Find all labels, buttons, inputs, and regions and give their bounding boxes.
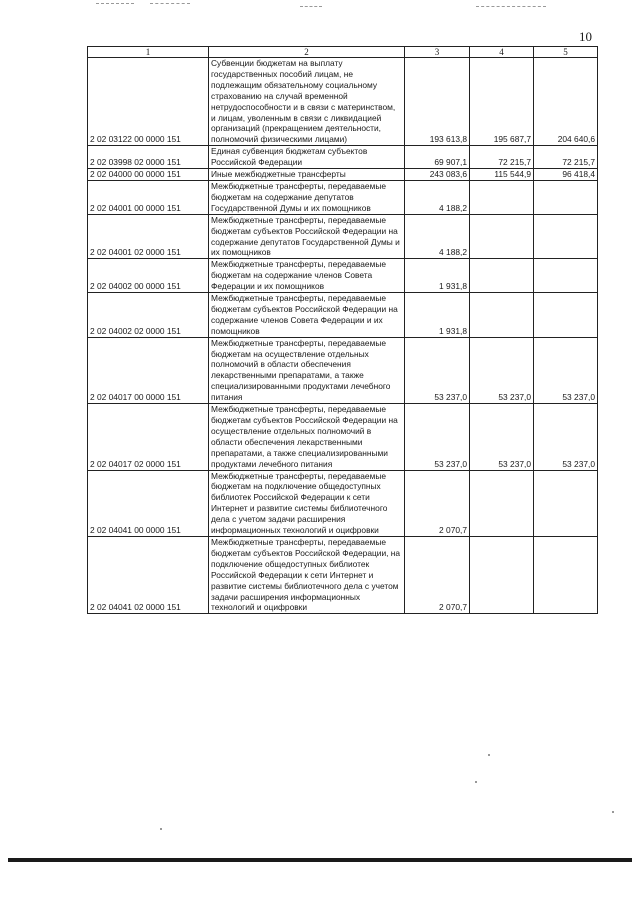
amount-col5: 72 215,7 bbox=[534, 146, 598, 169]
scan-mark bbox=[150, 3, 190, 4]
amount-col5 bbox=[534, 259, 598, 293]
page-number: 10 bbox=[579, 29, 592, 44]
table-row bbox=[88, 293, 598, 338]
amount-col5: 96 418,4 bbox=[534, 169, 598, 181]
amount-col3: 53 237,0 bbox=[405, 404, 470, 470]
scan-mark bbox=[300, 6, 322, 7]
budget-code: 2 02 04017 00 0000 151 bbox=[88, 337, 209, 403]
scan-speck bbox=[612, 811, 614, 813]
table-row bbox=[88, 259, 598, 293]
amount-col4: 53 237,0 bbox=[470, 404, 534, 470]
amount-col3: 69 907,1 bbox=[405, 146, 470, 169]
scan-speck bbox=[160, 828, 162, 830]
column-header: 3 bbox=[405, 47, 470, 58]
amount-col3: 1 931,8 bbox=[405, 259, 470, 293]
table-row bbox=[88, 169, 598, 181]
item-name: Межбюджетные трансферты, передаваемые бюджетам на содержание членов Совета Федерации и их помощников bbox=[209, 259, 405, 293]
table-row bbox=[88, 337, 598, 403]
budget-code: 2 02 04002 02 0000 151 bbox=[88, 293, 209, 338]
table-header-row bbox=[88, 47, 598, 58]
table-row bbox=[88, 58, 598, 146]
table-row bbox=[88, 146, 598, 169]
amount-col5 bbox=[534, 536, 598, 613]
table-row bbox=[88, 536, 598, 613]
amount-col5 bbox=[534, 180, 598, 214]
item-name: Межбюджетные трансферты, передаваемые бюджетам на содержание депутатов Государственной Думы и их помощников bbox=[209, 180, 405, 214]
amount-col3: 1 931,8 bbox=[405, 293, 470, 338]
scan-speck bbox=[488, 754, 490, 756]
amount-col4 bbox=[470, 214, 534, 259]
budget-code: 2 02 04001 02 0000 151 bbox=[88, 214, 209, 259]
column-header: 5 bbox=[534, 47, 598, 58]
amount-col3: 4 188,2 bbox=[405, 180, 470, 214]
budget-code: 2 02 04000 00 0000 151 bbox=[88, 169, 209, 181]
amount-col4 bbox=[470, 536, 534, 613]
item-name: Межбюджетные трансферты, передаваемые бюджетам субъектов Российской Федерации на содержание депутатов Государственной Думы и их помощников bbox=[209, 214, 405, 259]
budget-code: 2 02 03122 00 0000 151 bbox=[88, 58, 209, 146]
table-row bbox=[88, 214, 598, 259]
item-name: Межбюджетные трансферты, передаваемые бюджетам на подключение общедоступных библиотек Российской Федерации к сети Интернет и развитие системы библиотечного дела с учетом задачи расширения информационных технологий и оцифровки bbox=[209, 470, 405, 536]
item-name: Межбюджетные трансферты, передаваемые бюджетам субъектов Российской Федерации, на подключение общедоступных библиотек Российской Федерации к сети Интернет и развитие системы библиотечного дела с учетом задачи расширения информационных технологий и оцифровки bbox=[209, 536, 405, 613]
bottom-scan-edge bbox=[8, 858, 632, 862]
amount-col4 bbox=[470, 180, 534, 214]
amount-col3: 53 237,0 bbox=[405, 337, 470, 403]
item-name: Межбюджетные трансферты, передаваемые бюджетам субъектов Российской Федерации на содержание членов Совета Федерации и их помощников bbox=[209, 293, 405, 338]
budget-code: 2 02 04002 00 0000 151 bbox=[88, 259, 209, 293]
amount-col5 bbox=[534, 293, 598, 338]
amount-col5 bbox=[534, 470, 598, 536]
amount-col4 bbox=[470, 293, 534, 338]
amount-col4: 72 215,7 bbox=[470, 146, 534, 169]
amount-col3: 243 083,6 bbox=[405, 169, 470, 181]
column-header: 4 bbox=[470, 47, 534, 58]
amount-col3: 4 188,2 bbox=[405, 214, 470, 259]
scan-mark bbox=[476, 6, 546, 7]
item-name: Субвенции бюджетам на выплату государственных пособий лицам, не подлежащим обязательному социальному страхованию на случай временной нетрудоспособности и в связи с материнством, и лицам, уволенным в связи с ликвидацией организаций (прекращением деятельности, полномочий физическими лицами) bbox=[209, 58, 405, 146]
amount-col4: 115 544,9 bbox=[470, 169, 534, 181]
table-row bbox=[88, 404, 598, 470]
amount-col3: 193 613,8 bbox=[405, 58, 470, 146]
item-name: Иные межбюджетные трансферты bbox=[209, 169, 405, 181]
amount-col5 bbox=[534, 214, 598, 259]
budget-table bbox=[87, 46, 598, 614]
budget-code: 2 02 04041 02 0000 151 bbox=[88, 536, 209, 613]
item-name: Единая субвенция бюджетам субъектов Российской Федерации bbox=[209, 146, 405, 169]
amount-col4: 195 687,7 bbox=[470, 58, 534, 146]
item-name: Межбюджетные трансферты, передаваемые бюджетам на осуществление отдельных полномочий в области обеспечения лекарственными препаратами, а также специализированными продуктами лечебного питания bbox=[209, 337, 405, 403]
column-header: 2 bbox=[209, 47, 405, 58]
amount-col5: 204 640,6 bbox=[534, 58, 598, 146]
budget-code: 2 02 04041 00 0000 151 bbox=[88, 470, 209, 536]
amount-col3: 2 070,7 bbox=[405, 536, 470, 613]
scan-mark bbox=[96, 3, 134, 4]
column-header: 1 bbox=[88, 47, 209, 58]
amount-col4 bbox=[470, 470, 534, 536]
item-name: Межбюджетные трансферты, передаваемые бюджетам субъектов Российской Федерации на осуществление отдельных полномочий в области обеспечения лекарственными препаратами, а также специализированными продуктами лечебного питания bbox=[209, 404, 405, 470]
amount-col4: 53 237,0 bbox=[470, 337, 534, 403]
scan-speck bbox=[475, 781, 477, 783]
amount-col5: 53 237,0 bbox=[534, 337, 598, 403]
budget-code: 2 02 03998 02 0000 151 bbox=[88, 146, 209, 169]
table-row bbox=[88, 180, 598, 214]
amount-col5: 53 237,0 bbox=[534, 404, 598, 470]
table-row bbox=[88, 470, 598, 536]
budget-code: 2 02 04017 02 0000 151 bbox=[88, 404, 209, 470]
budget-code: 2 02 04001 00 0000 151 bbox=[88, 180, 209, 214]
amount-col4 bbox=[470, 259, 534, 293]
amount-col3: 2 070,7 bbox=[405, 470, 470, 536]
